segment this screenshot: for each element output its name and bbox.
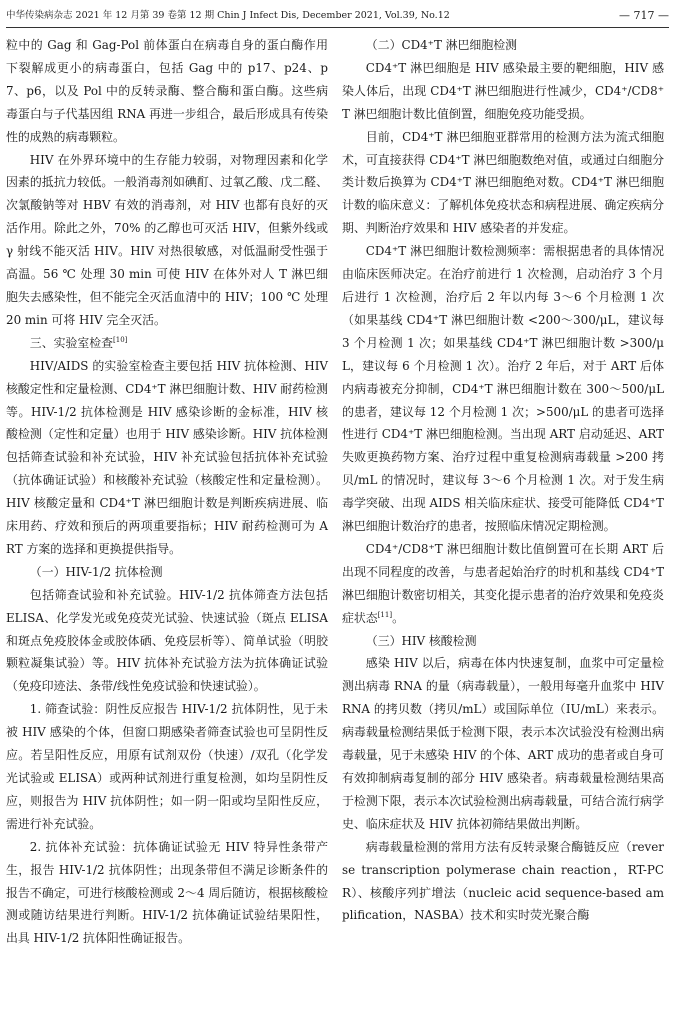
paragraph-end: 。 <box>392 610 404 625</box>
paragraph: HIV/AIDS 的实验室检查主要包括 HIV 抗体检测、HIV 核酸定性和定量检测、CD4⁺T 淋巴细胞计数、HIV 耐药检测等。HIV-1/2 抗体检测是 HIV 感染诊断的金标准，HIV 核酸检测（定性和定量）也用于 HIV 感染诊断。HIV 抗体检测包括筛查试验和补充试验，HIV 补充试验包括抗体补充试验（抗体确证试验）和核酸补充试验（核酸定性和定量检测）。HIV 核酸定量和 CD4⁺T 淋巴细胞计数是判断疾病进展、临床用药、疗效和预后的两项重要指标；HIV 耐药检测可为 ART 方案的选择和更换提供指导。 <box>6 358 328 556</box>
journal-citation: 中华传染病杂志 2021 年 12 月第 39 卷第 12 期 Chin J Infect Dis, December 2021, Vol.39, No.12 <box>6 10 450 21</box>
paragraph: 目前，CD4⁺T 淋巴细胞亚群常用的检测方法为流式细胞术，可直接获得 CD4⁺T 淋巴细胞数绝对值，或通过白细胞分类计数后换算为 CD4⁺T 淋巴细胞绝对数。CD4⁺T 淋巴细胞计数的临床意义：了解机体免疫状态和病程进展、确定疾病分期、判断治疗效果和 HIV 感染者的并发症。 <box>342 129 664 236</box>
header-rule <box>6 27 669 28</box>
paragraph: 2. 抗体补充试验：抗体确证试验无 HIV 特异性条带产生，报告 HIV-1/2 抗体阴性；出现条带但不满足诊断条件的报告不确定，可进行核酸检测或 2～4 周后随访，根据核酸检测或随访结果进行判断。HIV-1/2 抗体确证试验结果阳性，出具 HIV-1/2 抗体阳性确证报告。 <box>6 839 328 946</box>
paragraph: 1. 筛查试验：阴性反应报告 HIV-1/2 抗体阴性，见于未被 HIV 感染的个体，但窗口期感染者筛查试验也可呈阴性反应。若呈阳性反应，用原有试剂双份（快速）/双孔（化学发光试验或 ELISA）或两种试剂进行重复检测，如均呈阴性反应，则报告为 HIV 抗体阴性；如一阴一阳或均呈阳性反应，需进行补充试验。 <box>6 702 328 831</box>
subsection-heading-nucleic-acid: （三）HIV 核酸检测 <box>365 633 477 648</box>
section-heading-lab-tests <box>6 332 328 355</box>
paragraph: HIV 在外界环境中的生存能力较弱，对物理因素和化学因素的抵抗力较低。一般消毒剂如碘酊、过氧乙酸、戊二醛、次氯酸钠等对 HBV 有效的消毒剂，对 HIV 也都有良好的灭活作用。除此之外，70% 的乙醇也可灭活 HIV，但紫外线或 γ 射线不能灭活 HIV。HIV 对热很敏感，对低温耐受性强于高温。56 ℃ 处理 30 min 可使 HIV 在体外对人 T 淋巴细胞失去感染性，但不能完全灭活血清中的 HIV；100 ℃ 处理 20 min 可将 HIV 完全灭活。 <box>6 152 328 327</box>
paragraph: 包括筛查试验和补充试验。HIV-1/2 抗体筛查方法包括 ELISA、化学发光或免疫荧光试验、快速试验（斑点 ELISA 和斑点免疫胶体金或胶体硒、免疫层析等）、简单试验（明胶颗粒凝集试验）等。HIV 抗体补充试验方法为抗体确证试验（免疫印迹法、条带/线性免疫试验和快速试验）。 <box>6 587 328 694</box>
paragraph: CD4⁺T 淋巴细胞计数检测频率：需根据患者的具体情况由临床医师决定。在治疗前进行 1 次检测，启动治疗 3 个月后进行 1 次检测，治疗后 2 年以内每 3～6 个月检测 1 次（如果基线 CD4⁺T 淋巴细胞计数 <200～300/μL，建议每 3 个月检测 1 次；如果基线 CD4⁺T 淋巴细胞计数 >300/μL，建议每 6 个月检测 1 次）。治疗 2 年后，对于 ART 后体内病毒被充分抑制，CD4⁺T 淋巴细胞计数在 300～500/μL 的患者，建议每 12 个月检测 1 次；>500/μL 的患者可选择性进行 CD4⁺T 淋巴细胞检测。当出现 ART 启动延迟、ART 失败更换药物方案、治疗过程中重复检测病毒载量 >200 拷贝/mL 的情况时，建议每 3～6 个月检测 1 次。对于发生病毒学突破、出现 AIDS 相关临床症状、接受可能降低 CD4⁺T 淋巴细胞计数治疗的患者，按照临床情况定期检测。 <box>342 244 664 534</box>
heading-text: 三、实验室检查 <box>29 335 114 350</box>
running-header <box>6 4 669 28</box>
page-number: — 717 — <box>619 9 669 22</box>
subsection-heading-antibody: （一）HIV-1/2 抗体检测 <box>29 564 163 579</box>
paragraph <box>342 538 664 630</box>
citation-ref: [10] <box>113 335 128 344</box>
paragraph: 病毒载量检测的常用方法有反转录聚合酶链反应（reverse transcription polymerase chain reaction，RT-PCR）、核酸序列扩增法（nucleic acid sequence-based amplification，NASBA）技术和实时荧光聚合酶 <box>342 839 664 923</box>
citation-ref: [11] <box>377 610 393 619</box>
paragraph-text: CD4⁺/CD8⁺T 淋巴细胞计数比值倒置可在长期 ART 后出现不同程度的改善，与患者起始治疗的时机和基线 CD4⁺T 淋巴细胞计数密切相关，其变化提示患者的治疗效果和免疫炎症状态 <box>342 541 664 625</box>
paragraph: 粒中的 Gag 和 Gag-Pol 前体蛋白在病毒自身的蛋白酶作用下裂解成更小的病毒蛋白，包括 Gag 中的 p17、p24、p7、p6，以及 Pol 中的反转录酶、整合酶和蛋白酶。这些病毒蛋白与子代基因组 RNA 再进一步组合，最后形成具有传染性的成熟的病毒颗粒。 <box>6 38 328 144</box>
paragraph: 感染 HIV 以后，病毒在体内快速复制，血浆中可定量检测出病毒 RNA 的量（病毒载量），一般用每毫升血浆中 HIV RNA 的拷贝数（拷贝/mL）或国际单位（IU/mL）来表示。病毒载量检测结果低于检测下限，表示本次试验没有检测出病毒载量，见于未感染 HIV 的个体、ART 成功的患者或自身可有效抑制病毒复制的部分 HIV 感染者。病毒载量检测结果高于检测下限，表示本次试验检测出病毒载量，可结合流行病学史、临床症状及 HIV 抗体初筛结果做出判断。 <box>342 656 664 831</box>
paragraph: CD4⁺T 淋巴细胞是 HIV 感染最主要的靶细胞，HIV 感染人体后，出现 CD4⁺T 淋巴细胞进行性减少，CD4⁺/CD8⁺T 淋巴细胞计数比值倒置，细胞免疫功能受损。 <box>342 60 664 121</box>
left-column <box>6 34 328 950</box>
right-column <box>342 34 664 927</box>
subsection-heading-cd4: （二）CD4⁺T 淋巴细胞检测 <box>365 38 517 52</box>
